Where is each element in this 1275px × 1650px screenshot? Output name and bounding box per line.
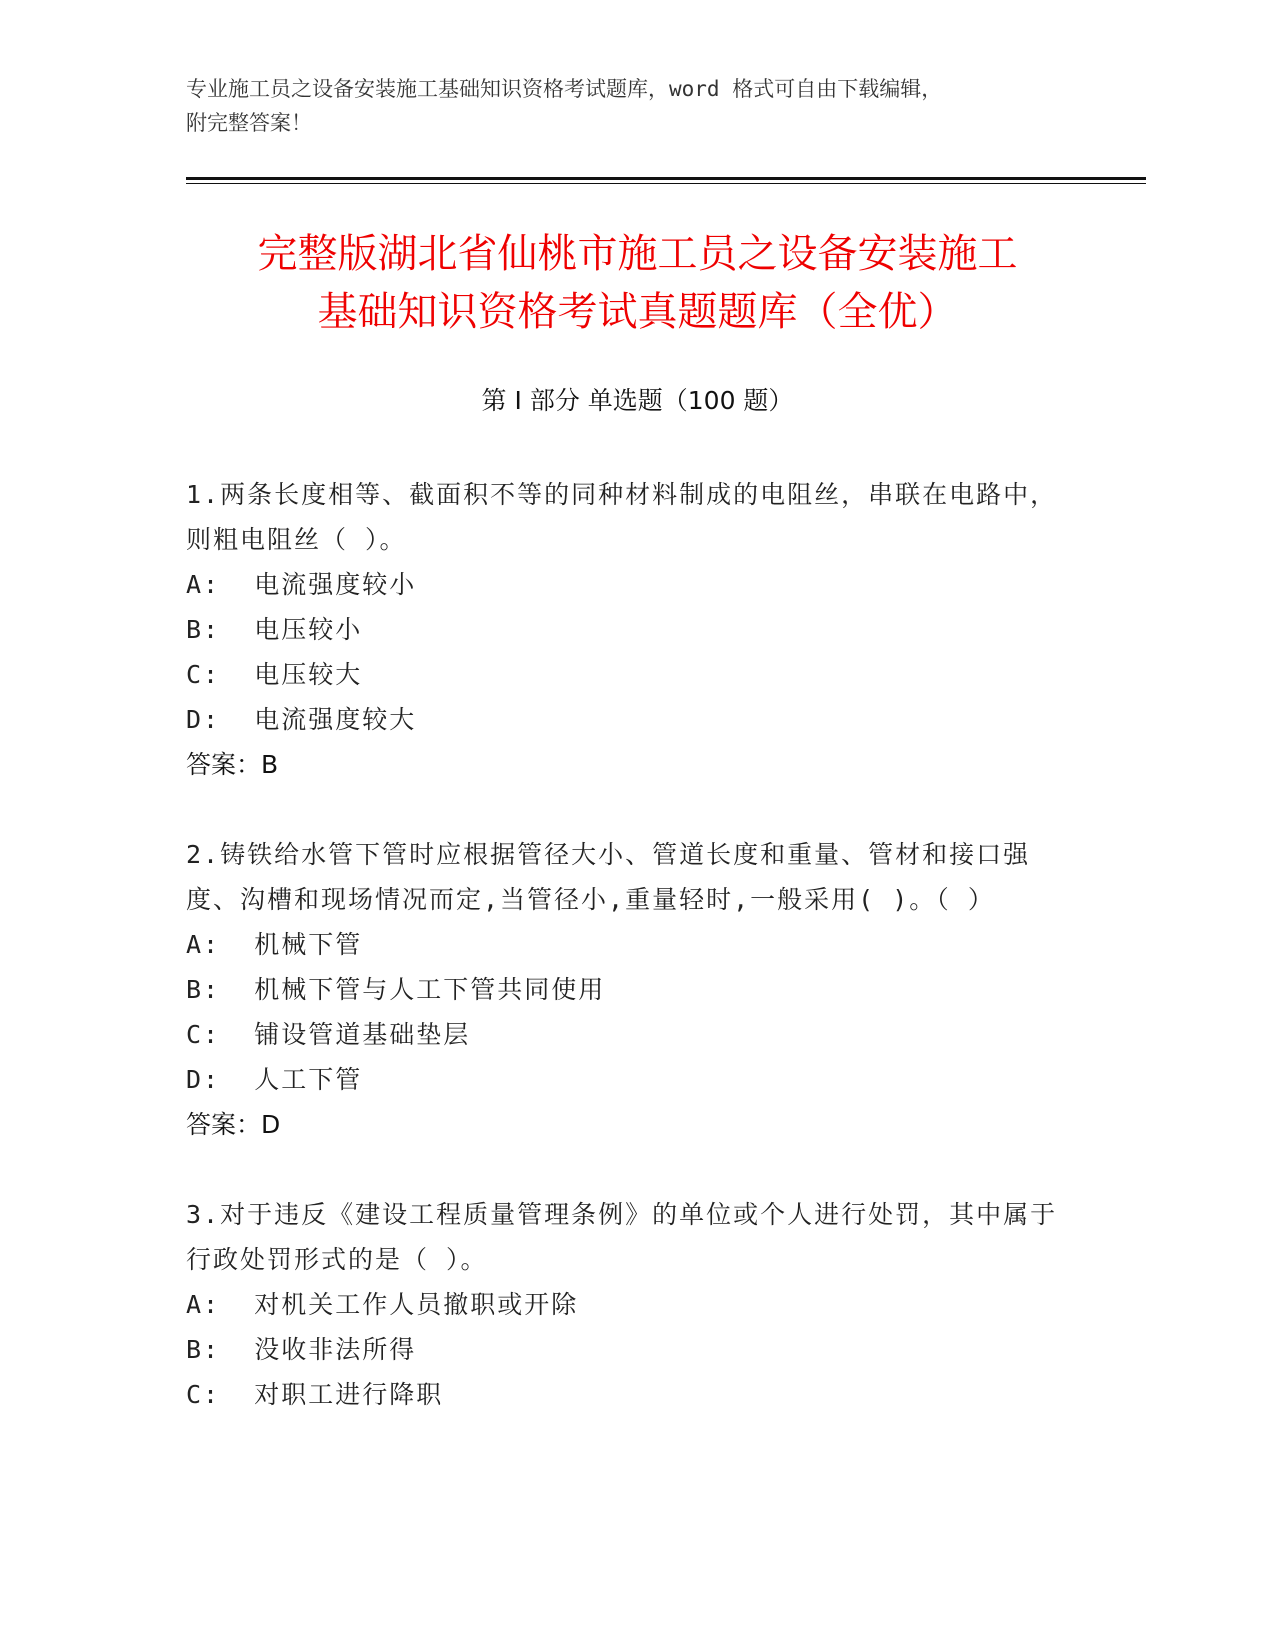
question-stem: 3.对于违反《建设工程质量管理条例》的单位或个人进行处罚，其中属于行政处罚形式的是（ ）。 xyxy=(186,1200,1058,1274)
option-b: B: 电压较小 xyxy=(186,615,363,644)
question-list xyxy=(186,472,1066,1462)
option-d: D: 电流强度较大 xyxy=(186,705,417,734)
option-b: B: 没收非法所得 xyxy=(186,1335,417,1364)
document-title-line-1: 完整版湖北省仙桃市施工员之设备安装施工 xyxy=(257,231,1018,277)
option-c: C: 电压较大 xyxy=(186,660,363,689)
question-stem: 1.两条长度相等、截面积不等的同种材料制成的电阻丝，串联在电路中，则粗电阻丝（ ）。 xyxy=(186,480,1058,554)
answer-line: 答案：B xyxy=(186,750,279,779)
question-stem: 2.铸铁给水管下管时应根据管径大小、管道长度和重量、管材和接口强度、沟槽和现场情况而定,当管径小,重量轻时,一般采用( )。（ ） xyxy=(186,840,1031,914)
header-divider-thin xyxy=(186,183,1146,184)
header-divider-thick xyxy=(186,177,1146,180)
option-a: A: 电流强度较小 xyxy=(186,570,417,599)
option-b: B: 机械下管与人工下管共同使用 xyxy=(186,975,606,1004)
option-d: D: 人工下管 xyxy=(186,1065,363,1094)
question-1 xyxy=(186,472,1066,787)
header-note xyxy=(186,72,1066,140)
document-title xyxy=(150,225,1125,341)
header-note-line-1: 专业施工员之设备安装施工基础知识资格考试题库，word 格式可自由下载编辑， xyxy=(186,77,943,101)
section-heading: 第 I 部分 单选题（100 题） xyxy=(481,386,794,415)
question-3 xyxy=(186,1192,1066,1417)
option-a: A: 机械下管 xyxy=(186,930,363,959)
answer-line: 答案：D xyxy=(186,1110,281,1139)
option-a: A: 对机关工作人员撤职或开除 xyxy=(186,1290,579,1319)
header-note-line-2: 附完整答案！ xyxy=(186,111,312,135)
question-2 xyxy=(186,832,1066,1147)
option-c: C: 铺设管道基础垫层 xyxy=(186,1020,471,1049)
option-c: C: 对职工进行降职 xyxy=(186,1380,444,1409)
document-title-line-2: 基础知识资格考试真题题库（全优） xyxy=(317,289,958,335)
